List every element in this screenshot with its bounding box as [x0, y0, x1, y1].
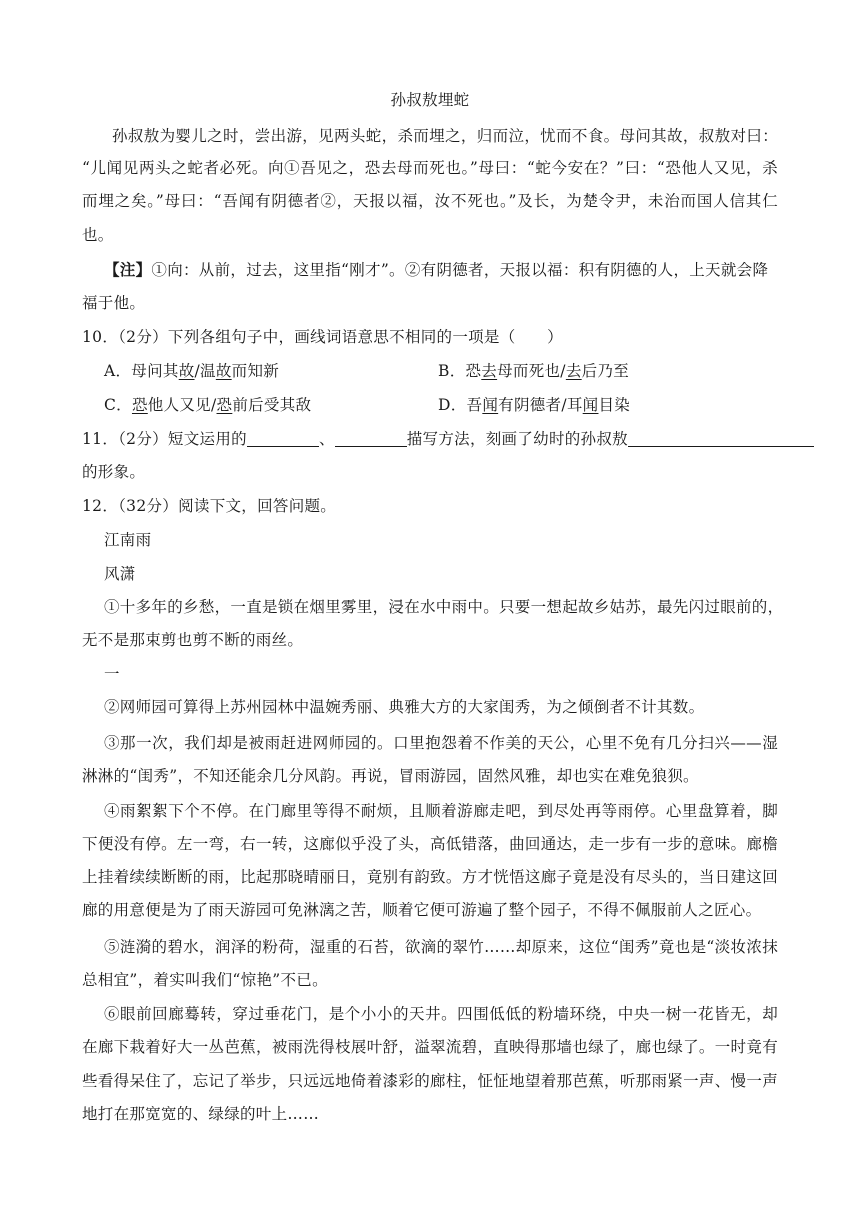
option-text: B．恐 — [438, 362, 482, 380]
option-text: 前后受其敌 — [232, 396, 312, 414]
story-line-4: 也。 — [82, 226, 114, 244]
q12-stem: 12．（32分）阅读下文，回答问题。 — [82, 497, 337, 515]
essay-line: ④雨絮絮下个不停。在门廊里等得不耐烦，且顺着游廊走吧，到尽处再等雨停。心里盘算着，脚 — [104, 802, 778, 820]
underlined-word: 恐 — [131, 396, 148, 414]
answer-blank-1[interactable] — [247, 430, 319, 447]
essay-line: ⑥眼前回廊蓦转，穿过垂花门，是个小小的天井。四围低低的粉墙环绕，中央一树一花皆无，却 — [104, 1005, 778, 1023]
option-text: A．母问其 — [104, 362, 179, 380]
q11-separator: 、 — [318, 430, 335, 448]
q11-text: 描写方法，刻画了幼时的孙叔敖 — [406, 430, 628, 448]
essay-line: 地打在那宽宽的、绿绿的叶上…… — [82, 1105, 320, 1123]
underlined-word: 去 — [481, 362, 498, 380]
essay-author: 风潇 — [104, 565, 136, 583]
underlined-word: 闻 — [482, 396, 499, 414]
option-text: 他人又见/ — [147, 396, 217, 414]
essay-line: 些看得呆住了，忘记了举步，只远远地倚着漆彩的廊柱，怔怔地望着那芭蕉，听那雨紧一声、慢一声 — [82, 1072, 778, 1090]
option-text: 母而死也/ — [497, 362, 566, 380]
note-line-2: 福于他。 — [82, 294, 146, 312]
story-line-2: “儿闻见两头之蛇者必死。向①吾见之，恐去母而死也。”母曰：“蛇今安在？”曰：“恐他人又见，杀 — [82, 159, 778, 177]
q10-stem: 10．（2分）下列各组句子中，画线词语意思不相同的一项是（ ） — [82, 328, 563, 346]
option-text: C． — [104, 396, 132, 414]
q11-stem — [82, 429, 782, 449]
essay-line: 廊的用意便是为了雨天游园可免淋漓之苦，顺着它便可游遍了整个园子，不得不佩服前人之匠心。 — [82, 901, 762, 919]
essay-line: ③那一次，我们却是被雨赶进网师园的。口里抱怨着不作美的天公，心里不免有几分扫兴——湿 — [104, 734, 778, 752]
story-line-1: 孙叔敖为婴儿之时，尝出游，见两头蛇，杀而埋之，归而泣，忧而不食。母问其故，叔敖对曰： — [112, 127, 778, 145]
note-line-1: ①向：从前，过去，这里指“刚才”。②有阴德者，天报以福：积有阴德的人，上天就会降 — [151, 261, 769, 279]
essay-line: 无不是那束剪也剪不断的雨丝。 — [82, 631, 304, 649]
essay-line: ①十多年的乡愁，一直是锁在烟里雾里，浸在水中雨中。只要一想起故乡姑苏，最先闪过眼前的， — [104, 598, 784, 616]
option-text: D．吾 — [438, 396, 483, 414]
underlined-word: 闻 — [582, 396, 599, 414]
q11-text: 11．（2分）短文运用的 — [82, 430, 247, 448]
story-line-3: 而埋之矣。”母曰：“吾闻有阴德者②，天报以福，汝不死也。”及长，为楚令尹，未治而国人信其仁 — [82, 192, 778, 210]
option-text: 目染 — [598, 396, 631, 414]
story-note — [104, 260, 804, 280]
story-title: 孙叔敖埋蛇 — [390, 91, 470, 109]
essay-line: 淋淋的“闺秀”，不知还能余几分风韵。再说，冒雨游园，固然风雅，却也实在难免狼狈。 — [82, 767, 699, 785]
essay-line: 总相宜”，着实叫我们“惊艳”不已。 — [82, 971, 328, 989]
answer-blank-3[interactable] — [628, 430, 814, 447]
essay-title: 江南雨 — [104, 531, 152, 549]
option-text: /温 — [194, 362, 216, 380]
essay-section-number: 一 — [104, 665, 120, 683]
essay-line: ⑤涟漪的碧水，润泽的粉荷，湿重的石苔，欲滴的翠竹……却原来，这位“闺秀”竟也是“淡妆浓抹 — [104, 938, 778, 956]
underlined-word: 恐 — [216, 396, 233, 414]
option-text: 有阴德者/耳 — [498, 396, 583, 414]
underlined-word: 故 — [215, 362, 232, 380]
essay-line: ②网师园可算得上苏州园林中温婉秀丽、典雅大方的大家闺秀，为之倾倒者不计其数。 — [104, 698, 705, 716]
underlined-word: 去 — [565, 362, 582, 380]
underlined-word: 故 — [178, 362, 195, 380]
option-text: 后乃至 — [581, 362, 630, 380]
option-text: 而知新 — [231, 362, 280, 380]
essay-line: 在廊下栽着好大一丛芭蕉，被雨洗得枝展叶舒，溢翠流碧，直映得那墙也绿了，廊也绿了。一时竟有 — [82, 1038, 778, 1056]
essay-line: 上挂着续续断断的雨，比起那晓晴丽日，竟别有韵致。方才恍悟这廊子竟是没有尽头的，当日建这回 — [82, 868, 778, 886]
answer-blank-2[interactable] — [335, 430, 407, 447]
note-tag: 【注】 — [104, 260, 152, 279]
q10-option-b — [438, 361, 778, 381]
q11-line-2: 的形象。 — [82, 463, 146, 481]
q10-option-d — [438, 395, 778, 415]
essay-line: 下便没有停。左一弯，右一转，这廊似乎没了头，高低错落，曲回通达，走一步有一步的意味。廊檐 — [82, 835, 778, 853]
